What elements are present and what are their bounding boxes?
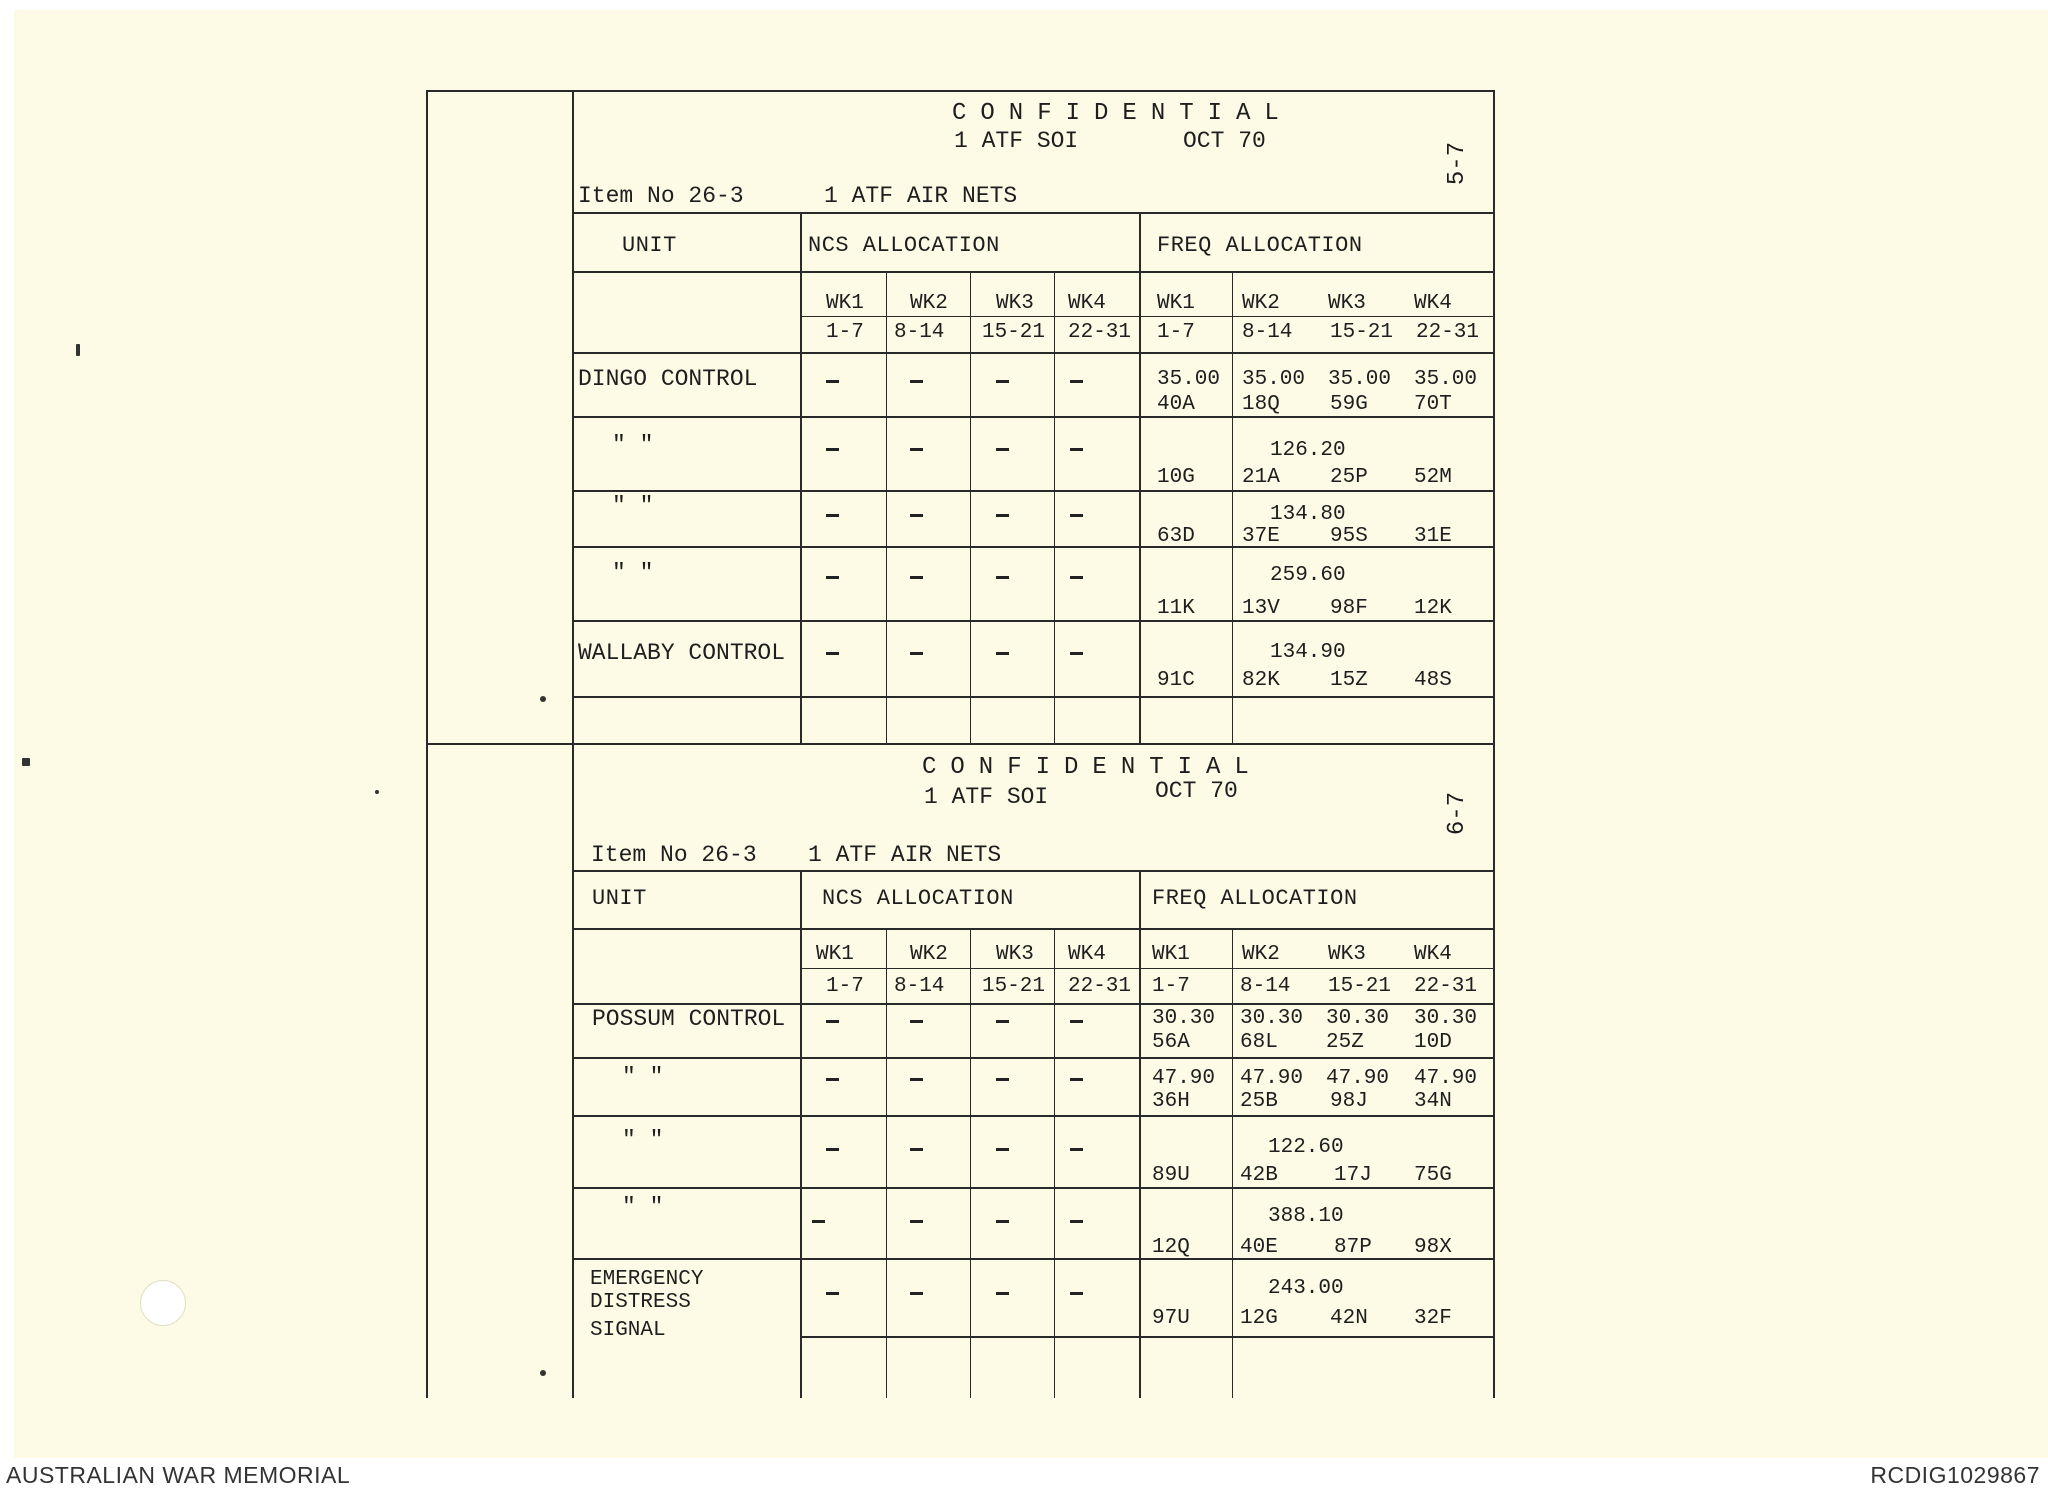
- freq-range-label: 15-21: [1330, 321, 1394, 344]
- table-rule: [574, 1115, 1494, 1117]
- ncs-range-label: 22-31: [1068, 975, 1132, 998]
- call-sign: 34N: [1414, 1090, 1452, 1113]
- frequency-value: 35.00: [1328, 368, 1392, 391]
- ncs-range-label: 15-21: [982, 975, 1046, 998]
- freq-range-label: 1-7: [1152, 975, 1190, 998]
- call-sign: 12Q: [1152, 1236, 1190, 1259]
- frequency-value: 35.00: [1414, 368, 1478, 391]
- freq-week-label: WK1: [1152, 943, 1190, 966]
- ncs-dash: [910, 448, 923, 451]
- call-sign: 59G: [1330, 393, 1368, 416]
- frequency-value: 47.90: [1152, 1067, 1216, 1090]
- ncs-dash: [910, 1220, 923, 1223]
- table-rule: [574, 212, 1494, 214]
- unit-ditto: " ": [612, 432, 654, 458]
- ncs-dash: [910, 1148, 923, 1151]
- unit-header: UNIT: [592, 886, 647, 911]
- call-sign: 89U: [1152, 1164, 1190, 1187]
- ncs-dash: [1070, 1148, 1083, 1151]
- call-sign: 42N: [1330, 1307, 1368, 1330]
- call-sign: 56A: [1152, 1031, 1190, 1054]
- frequency-value: 134.90: [1270, 641, 1346, 664]
- ncs-dash: [996, 1078, 1009, 1081]
- unit-name: DINGO CONTROL: [578, 366, 758, 392]
- call-sign: 21A: [1242, 466, 1280, 489]
- table-column-rule: [1232, 930, 1233, 1398]
- call-sign: 75G: [1414, 1164, 1452, 1187]
- freq-week-label: WK2: [1242, 943, 1280, 966]
- call-sign: 25B: [1240, 1090, 1278, 1113]
- ink-speck: [540, 696, 546, 702]
- punch-hole: [140, 1280, 186, 1326]
- freq-week-label: WK3: [1328, 292, 1366, 315]
- ncs-dash: [826, 1020, 839, 1023]
- table-column-rule: [1232, 272, 1233, 743]
- frequency-value: 35.00: [1157, 368, 1221, 391]
- unit-name: WALLABY CONTROL: [578, 640, 786, 666]
- ncs-dash: [996, 576, 1009, 579]
- ncs-dash: [910, 1078, 923, 1081]
- ncs-dash: [1070, 514, 1083, 517]
- ncs-dash: [1070, 576, 1083, 579]
- ncs-dash: [826, 514, 839, 517]
- archive-credit: AUSTRALIAN WAR MEMORIAL: [6, 1462, 351, 1488]
- call-sign: 70T: [1414, 393, 1452, 416]
- soi-label: 1 ATF SOI: [924, 784, 1049, 810]
- ncs-week-label: WK4: [1068, 292, 1106, 315]
- table-rule: [574, 352, 1494, 354]
- call-sign: 15Z: [1330, 669, 1368, 692]
- ncs-dash: [910, 576, 923, 579]
- ncs-dash: [826, 576, 839, 579]
- unit-name: POSSUM CONTROL: [592, 1006, 786, 1032]
- table-column-rule: [1054, 272, 1055, 743]
- ncs-dash: [910, 1020, 923, 1023]
- ink-speck: [76, 344, 80, 356]
- ncs-dash: [996, 448, 1009, 451]
- item-number: Item No 26-3: [591, 842, 757, 868]
- unit-ditto: " ": [612, 493, 654, 519]
- date-label: OCT 70: [1155, 778, 1238, 804]
- document-paper: [14, 10, 2048, 1458]
- call-sign: 11K: [1157, 597, 1195, 620]
- table-rule: [800, 968, 1494, 969]
- call-sign: 91C: [1157, 669, 1195, 692]
- ncs-dash: [812, 1220, 825, 1223]
- call-sign: 10G: [1157, 466, 1195, 489]
- unit-header: UNIT: [622, 233, 677, 258]
- ncs-dash: [996, 514, 1009, 517]
- frequency-value: 30.30: [1240, 1007, 1304, 1030]
- table-rule: [800, 316, 1494, 317]
- freq-allocation-header: FREQ ALLOCATION: [1157, 233, 1363, 258]
- ink-speck: [375, 790, 379, 794]
- unit-name-line: SIGNAL: [590, 1319, 666, 1342]
- ncs-dash: [910, 652, 923, 655]
- unit-name-line: EMERGENCY: [590, 1268, 704, 1291]
- ncs-dash: [1070, 448, 1083, 451]
- ncs-dash: [910, 380, 923, 383]
- ncs-dash: [826, 1148, 839, 1151]
- ncs-range-label: 22-31: [1068, 321, 1132, 344]
- ncs-dash: [826, 448, 839, 451]
- ncs-dash: [1070, 1292, 1083, 1295]
- soi-label: 1 ATF SOI: [954, 128, 1079, 154]
- freq-range-label: 8-14: [1240, 975, 1291, 998]
- table-column-rule: [970, 930, 971, 1398]
- call-sign: 98X: [1414, 1236, 1452, 1259]
- ncs-dash: [1070, 1078, 1083, 1081]
- ncs-dash: [826, 380, 839, 383]
- freq-range-label: 22-31: [1414, 975, 1478, 998]
- call-sign: 36H: [1152, 1090, 1190, 1113]
- call-sign: 25Z: [1326, 1031, 1364, 1054]
- frequency-value: 243.00: [1268, 1277, 1344, 1300]
- ncs-dash: [996, 1148, 1009, 1151]
- call-sign: 98F: [1330, 597, 1368, 620]
- call-sign: 48S: [1414, 669, 1452, 692]
- ncs-dash: [996, 380, 1009, 383]
- ncs-range-label: 8-14: [894, 975, 945, 998]
- table-column-rule: [800, 212, 802, 743]
- frequency-value: 388.10: [1268, 1205, 1344, 1228]
- table-rule: [574, 696, 1494, 698]
- ncs-dash: [996, 1292, 1009, 1295]
- call-sign: 12K: [1414, 597, 1452, 620]
- ink-speck: [540, 1370, 546, 1376]
- item-number: Item No 26-3: [578, 183, 744, 209]
- ncs-dash: [1070, 652, 1083, 655]
- frequency-value: 259.60: [1270, 564, 1346, 587]
- confidential-heading: CONFIDENTIAL: [952, 100, 1293, 127]
- freq-range-label: 22-31: [1416, 321, 1480, 344]
- freq-range-label: 1-7: [1157, 321, 1195, 344]
- ncs-dash: [826, 1078, 839, 1081]
- ncs-range-label: 1-7: [826, 321, 864, 344]
- frequency-value: 47.90: [1326, 1067, 1390, 1090]
- table-column-rule: [1139, 870, 1141, 1398]
- call-sign: 40A: [1157, 393, 1195, 416]
- call-sign: 40E: [1240, 1236, 1278, 1259]
- frequency-value: 30.30: [1414, 1007, 1478, 1030]
- frequency-value: 47.90: [1414, 1067, 1478, 1090]
- unit-ditto: " ": [622, 1194, 664, 1220]
- call-sign: 95S: [1330, 525, 1368, 548]
- table-rule: [800, 1336, 1494, 1338]
- ncs-dash: [910, 514, 923, 517]
- unit-ditto: " ": [622, 1127, 664, 1153]
- freq-week-label: WK3: [1328, 943, 1366, 966]
- freq-week-label: WK4: [1414, 292, 1452, 315]
- ncs-week-label: WK2: [910, 292, 948, 315]
- table-rule: [574, 870, 1494, 872]
- call-sign: 63D: [1157, 525, 1195, 548]
- table-column-rule: [1139, 212, 1141, 743]
- ncs-dash: [996, 652, 1009, 655]
- call-sign: 13V: [1242, 597, 1280, 620]
- table-column-rule: [886, 272, 887, 743]
- call-sign: 25P: [1330, 466, 1368, 489]
- call-sign: 52M: [1414, 466, 1452, 489]
- date-label: OCT 70: [1183, 128, 1266, 154]
- ncs-dash: [826, 1292, 839, 1295]
- ncs-dash: [1070, 1020, 1083, 1023]
- ncs-allocation-header: NCS ALLOCATION: [808, 233, 1000, 258]
- unit-ditto: " ": [622, 1064, 664, 1090]
- freq-range-label: 8-14: [1242, 321, 1293, 344]
- table-column-rule: [1054, 930, 1055, 1398]
- freq-range-label: 15-21: [1328, 975, 1392, 998]
- ncs-week-label: WK2: [910, 943, 948, 966]
- item-title: 1 ATF AIR NETS: [824, 183, 1018, 209]
- freq-week-label: WK4: [1414, 943, 1452, 966]
- call-sign: 12G: [1240, 1307, 1278, 1330]
- ink-speck: [22, 758, 30, 766]
- ncs-week-label: WK4: [1068, 943, 1106, 966]
- ncs-range-label: 1-7: [826, 975, 864, 998]
- frequency-value: 134.80: [1270, 503, 1346, 526]
- unit-ditto: " ": [612, 560, 654, 586]
- ncs-dash: [910, 1292, 923, 1295]
- call-sign: 10D: [1414, 1031, 1452, 1054]
- ncs-dash: [826, 652, 839, 655]
- frequency-value: 122.60: [1268, 1136, 1344, 1159]
- ncs-dash: [996, 1220, 1009, 1223]
- table-rule: [574, 1057, 1494, 1059]
- frequency-value: 30.30: [1326, 1007, 1390, 1030]
- call-sign: 98J: [1330, 1090, 1368, 1113]
- page-number: 5-7: [1444, 141, 1472, 186]
- table-column-rule: [970, 272, 971, 743]
- frequency-value: 35.00: [1242, 368, 1306, 391]
- ncs-dash: [1070, 380, 1083, 383]
- call-sign: 32F: [1414, 1307, 1452, 1330]
- table-rule: [574, 928, 1494, 930]
- call-sign: 31E: [1414, 525, 1452, 548]
- frame-top-border: [427, 90, 1495, 92]
- item-title: 1 ATF AIR NETS: [808, 842, 1002, 868]
- call-sign: 37E: [1242, 525, 1280, 548]
- confidential-heading: CONFIDENTIAL: [922, 754, 1263, 781]
- table-column-rule: [800, 870, 802, 1398]
- call-sign: 68L: [1240, 1031, 1278, 1054]
- call-sign: 87P: [1334, 1236, 1372, 1259]
- ncs-week-label: WK1: [816, 943, 854, 966]
- call-sign: 18Q: [1242, 393, 1280, 416]
- record-id: RCDIG1029867: [1870, 1462, 2040, 1488]
- frequency-value: 47.90: [1240, 1067, 1304, 1090]
- freq-allocation-header: FREQ ALLOCATION: [1152, 886, 1358, 911]
- freq-week-label: WK1: [1157, 292, 1195, 315]
- call-sign: 42B: [1240, 1164, 1278, 1187]
- ncs-week-label: WK3: [996, 943, 1034, 966]
- table-column-rule: [886, 930, 887, 1398]
- freq-week-label: WK2: [1242, 292, 1280, 315]
- ncs-range-label: 15-21: [982, 321, 1046, 344]
- call-sign: 82K: [1242, 669, 1280, 692]
- ncs-dash: [1070, 1220, 1083, 1223]
- table-rule: [574, 271, 1494, 273]
- ncs-week-label: WK1: [826, 292, 864, 315]
- table-rule: [574, 1003, 1494, 1005]
- page-number: 6-7: [1444, 791, 1472, 836]
- ncs-range-label: 8-14: [894, 321, 945, 344]
- call-sign: 17J: [1334, 1164, 1372, 1187]
- call-sign: 97U: [1152, 1307, 1190, 1330]
- frequency-value: 30.30: [1152, 1007, 1216, 1030]
- ncs-week-label: WK3: [996, 292, 1034, 315]
- ncs-dash: [996, 1020, 1009, 1023]
- frequency-value: 126.20: [1270, 439, 1346, 462]
- unit-name-line: DISTRESS: [590, 1291, 691, 1314]
- frame-page-divider: [427, 743, 1495, 745]
- ncs-allocation-header: NCS ALLOCATION: [822, 886, 1014, 911]
